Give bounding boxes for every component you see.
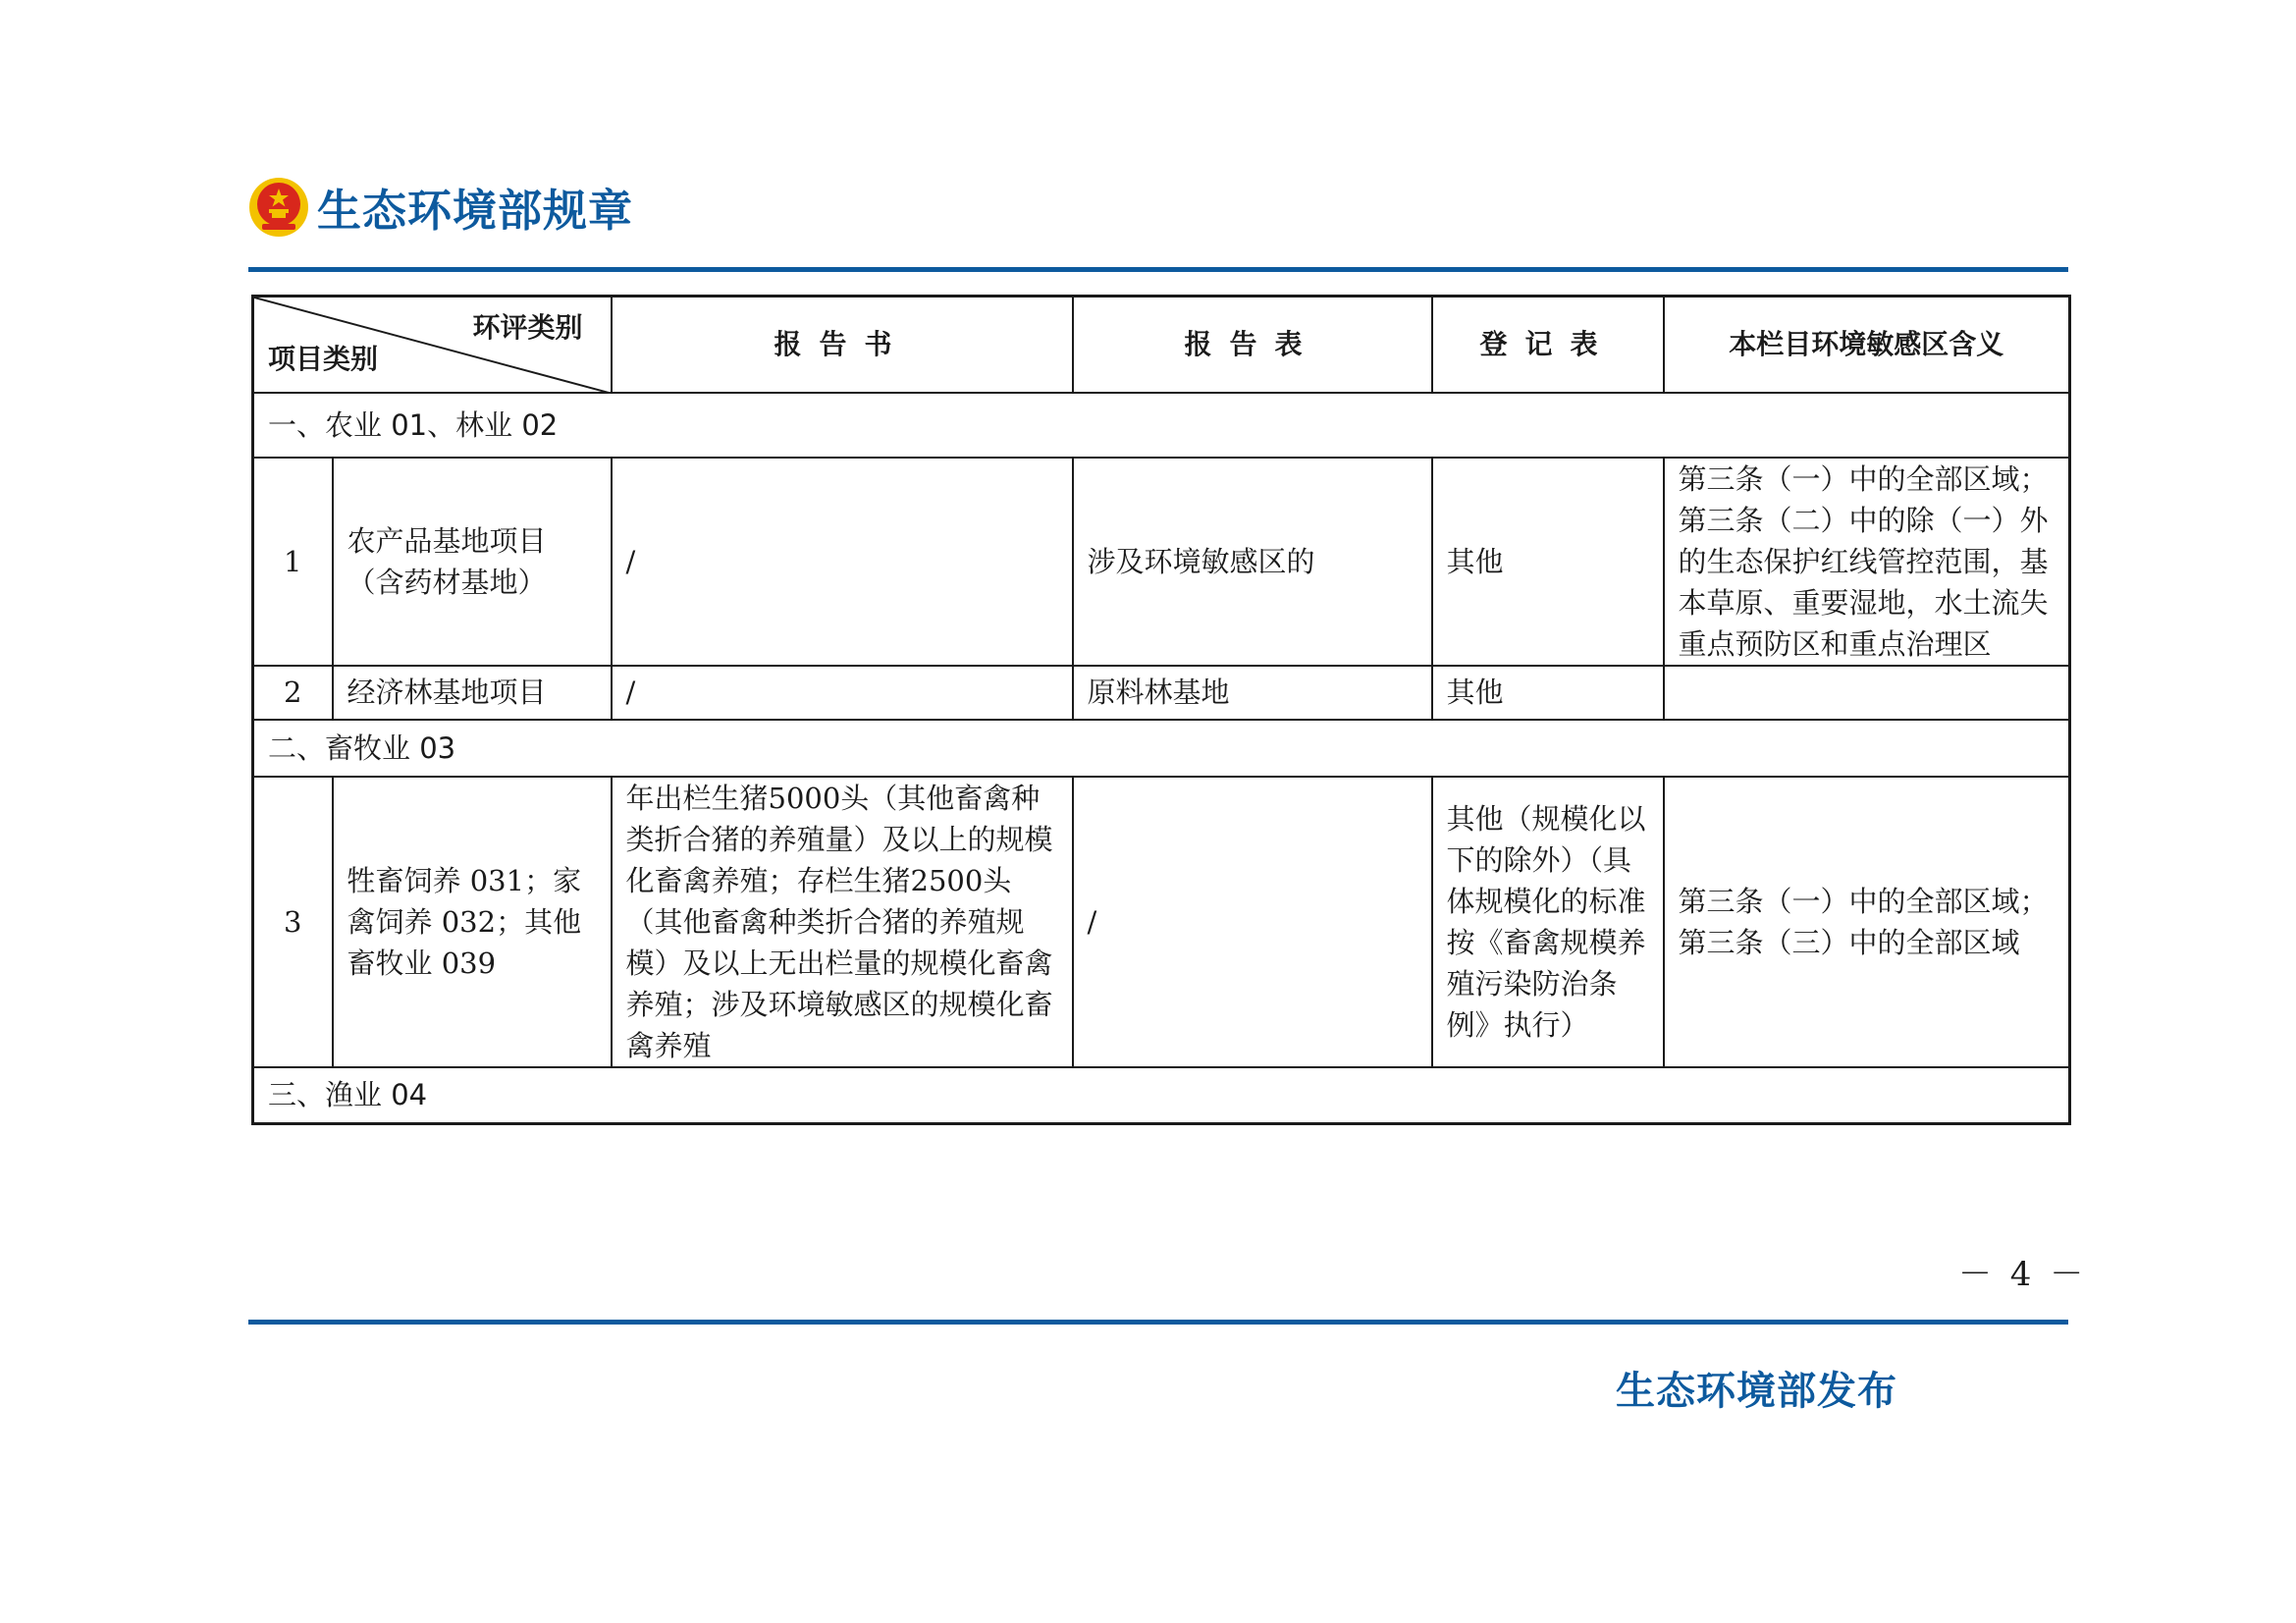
section-label: 二、畜牧业 03 (253, 720, 2070, 777)
eia-classification-table (251, 295, 2071, 1125)
report-form-cell: 涉及环境敏感区的 (1073, 458, 1432, 666)
sensitive-area-cell (1664, 666, 2070, 720)
column-header-sensitive-area: 本栏目环境敏感区含义 (1664, 297, 2070, 393)
footer-publisher: 生态环境部发布 (1616, 1369, 1897, 1414)
sensitive-area-cell: 第三条（一）中的全部区域；第三条（三）中的全部区域 (1664, 777, 2070, 1067)
register-cell: 其他（规模化以下的除外）（具体规模化的标准按《畜禽规模养殖污染防治条例》执行） (1432, 777, 1664, 1067)
row-number: 1 (253, 458, 333, 666)
register-cell: 其他 (1432, 458, 1664, 666)
table-header-row (253, 297, 2070, 393)
section-label: 三、渔业 04 (253, 1067, 2070, 1124)
column-header-report-book: 报告书 (612, 297, 1073, 393)
project-item: 牲畜饲养 031；家禽饲养 032；其他畜牧业 039 (333, 777, 612, 1067)
report-book-cell: / (612, 458, 1073, 666)
header-rule (248, 267, 2068, 272)
section-row (253, 1067, 2070, 1124)
footer-rule (248, 1320, 2068, 1325)
table-row (253, 777, 2070, 1067)
project-category-label: 项目类别 (268, 342, 379, 375)
national-emblem-icon (248, 177, 309, 238)
register-cell: 其他 (1432, 666, 1664, 720)
report-form-cell: 原料林基地 (1073, 666, 1432, 720)
table-row (253, 666, 2070, 720)
project-item: 经济林基地项目 (333, 666, 612, 720)
sensitive-area-cell: 第三条（一）中的全部区域；第三条（二）中的除（一）外的生态保护红线管控范围，基本草原、重要湿地，水土流失重点预防区和重点治理区 (1664, 458, 2070, 666)
project-item: 农产品基地项目（含药材基地） (333, 458, 612, 666)
column-header-report-form: 报告表 (1073, 297, 1432, 393)
eia-category-label: 环评类别 (472, 311, 583, 344)
diagonal-header-cell (253, 297, 612, 393)
page-number: － 4 － (1958, 1255, 2088, 1294)
section-label: 一、农业 01、林业 02 (253, 393, 2070, 458)
header-title: 生态环境部规章 (317, 185, 634, 237)
page-header (248, 175, 633, 239)
section-row (253, 720, 2070, 777)
column-header-register: 登记表 (1432, 297, 1664, 393)
table-row (253, 458, 2070, 666)
report-book-cell: / (612, 666, 1073, 720)
report-form-cell: / (1073, 777, 1432, 1067)
report-book-cell: 年出栏生猪5000头（其他畜禽种类折合猪的养殖量）及以上的规模化畜禽养殖；存栏生猪2500头（其他畜禽种类折合猪的养殖规模）及以上无出栏量的规模化畜禽养殖；涉及环境敏感区的规模化畜禽养殖 (612, 777, 1073, 1067)
section-row (253, 393, 2070, 458)
row-number: 2 (253, 666, 333, 720)
row-number: 3 (253, 777, 333, 1067)
